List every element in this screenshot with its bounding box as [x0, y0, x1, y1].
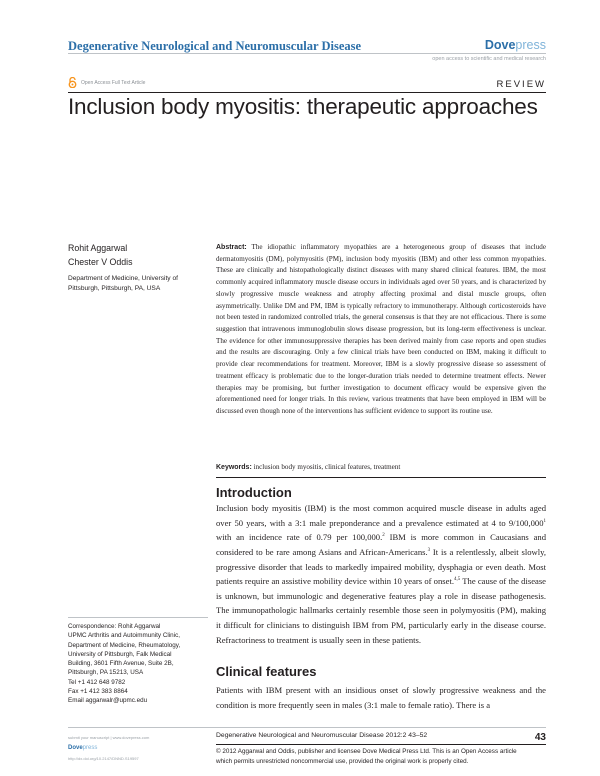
license-line: © 2012 Aggarwal and Oddis, publisher and licensee Dove Medical Press Ltd. This is an Open Access article	[216, 748, 517, 755]
publisher-logo	[485, 38, 546, 52]
license-notice	[216, 747, 546, 766]
abstract-label: Abstract:	[216, 244, 247, 251]
publisher-brand-b: press	[515, 38, 546, 52]
open-access-lock-icon	[68, 77, 77, 88]
publisher-brand-a: Dove	[484, 38, 516, 52]
page-number: 43	[534, 732, 546, 743]
author-affiliation: Department of Medicine, University of Pittsburgh, Pittsburgh, PA, USA	[68, 275, 178, 293]
license-line: which permits unrestricted noncommercial use, provided the original work is properly cited.	[216, 757, 469, 765]
correspondence-line: Fax +1 412 383 8864	[68, 688, 128, 696]
clinical-features-paragraph: Patients with IBM present with an insidious onset of slowly progressive weakness and the condition is more frequently seen in males (3:1 male to female ratio). There is a	[216, 685, 546, 710]
journal-citation: Degenerative Neurological and Neuromuscular Disease 2012:2 43–52	[216, 732, 428, 739]
author-name: Rohit Aggarwal	[68, 243, 128, 253]
abstract-text: The idiopathic inflammatory myopathies are a heterogeneous group of diseases that include dermatomyositis (DM), polymyositis (PM), inclusion body myositis (IBM) and other less common myopathies. These are clinically and histopathologically distinct diseases with many shared clinical features. IBM, the most commonly acquired inflammatory muscle disease occurs in individuals aged over 50 years, and is characterized by slowly progressive muscle weakness and atrophy affecting proximal and distal muscle groups, often asymmetrically. Unlike DM and PM, IBM is typically refractory to immunotherapy. Although corticosteroids have not been tested in randomized controlled trials, the general consensus is that they are not efficacious. There is some suggestion that intravenous immunoglobulin slows disease progression, but its long-term effectiveness is unclear. The evidence for other immunosuppressive therapies has been derived mainly from case reports and open studies and the results are discouraging. Only a few clinical trials have been conducted on IBM, making it difficult to provide clear recommendations for treatment. Moreover, IBM is a slowly progressive disease so assessment of treatment efficacy is problematic due to the longer-duration trials needed to determine treatment effects. Newer therapies may be promising, but further investigation to document efficacy would be expensive given the aforementioned need for longer trials. In this review, various treatments that have been employed in IBM will be discussed even though none of the interventions has sufficient evidence to support its routine use.	[216, 243, 546, 416]
article-title: Inclusion body myositis: therapeutic approaches	[68, 94, 538, 119]
keywords-label: Keywords:	[216, 464, 252, 471]
section-label: REVIEW	[496, 79, 546, 90]
keywords-text: inclusion body myositis, clinical features, treatment	[253, 463, 401, 471]
author-name: Chester V Oddis	[68, 257, 133, 267]
footer-brand-b: press	[82, 745, 98, 751]
intro-text: IBM is more common in Caucasians and considered to be rare among Asians and African-Americans.	[216, 532, 546, 557]
correspondence-line: Department of Medicine, Rheumatology,	[68, 641, 181, 649]
introduction-heading: Introduction	[216, 485, 292, 500]
abstract	[216, 242, 546, 418]
publisher-tagline: open access to scientific and medical research	[432, 56, 546, 62]
citation-rule	[216, 744, 546, 745]
correspondence-rule	[68, 617, 208, 618]
clinical-features-heading: Clinical features	[216, 664, 317, 679]
correspondence-line: Tel +1 412 648 9782	[68, 678, 126, 686]
submit-manuscript-link[interactable]: submit your manuscript | www.dovepress.com	[68, 735, 150, 740]
citation-ref: 4,5	[453, 577, 461, 583]
intro-text: with an incidence rate of 0.79 per 100,000.	[216, 532, 383, 543]
correspondence-email[interactable]: Email aggarwalr@upmc.edu	[68, 697, 148, 705]
correspondence-block	[68, 622, 208, 706]
open-access-label: Open Access Full Text Article	[81, 79, 146, 86]
introduction-paragraph	[216, 501, 546, 647]
author-list	[68, 241, 133, 269]
open-access-badge	[68, 77, 145, 88]
keywords	[216, 463, 546, 471]
footer-brand-a: Dove	[68, 745, 83, 751]
correspondence-line: Building, 3601 Fifth Avenue, Suite 2B,	[68, 660, 174, 668]
citation-ref: 1	[543, 518, 546, 524]
correspondence-line: University of Pittsburgh, Falk Medical	[68, 650, 172, 658]
footer-publisher-logo	[68, 745, 97, 751]
keywords-rule	[216, 477, 546, 478]
footer-rule	[68, 727, 546, 728]
citation-ref: 2	[382, 533, 385, 539]
doi-link[interactable]: http://dx.doi.org/10.2147/DNND.S19597	[68, 756, 139, 761]
correspondence-line: Correspondence: Rohit Aggarwal	[68, 623, 161, 630]
section-rule	[68, 92, 546, 93]
header-rule	[68, 53, 546, 54]
intro-text: Inclusion body myositis (IBM) is the most common acquired muscle disease in adults aged over 50 years, with a 3:1 male preponderance and a prevalence estimated at 4 to 9/100,000	[216, 503, 546, 528]
correspondence-line: Pittsburgh, PA 15213, USA	[68, 669, 144, 677]
intro-text: It is a relentlessly, albeit slowly, progressive disorder that leads to markedly impaired mobility, dysphagia or even death. Most patients require an assistive mobility device within 10 years of onset.	[216, 546, 546, 587]
intro-text: The cause of the disease is unknown, but immunologic and degenerative features play a role in disease pathogenesis. The immunopathologic hallmarks certainly resemble those seen in polymyositis (PM), making it difficult for clinicians to distinguish IBM from PM, particularly early in the disease course. Refractoriness to treatment is usually seen in these patients.	[216, 576, 546, 645]
citation-ref: 3	[427, 548, 431, 554]
correspondence-line: UPMC Arthritis and Autoimmunity Clinic,	[68, 632, 180, 640]
journal-title: Degenerative Neurological and Neuromuscular Disease	[68, 39, 362, 53]
